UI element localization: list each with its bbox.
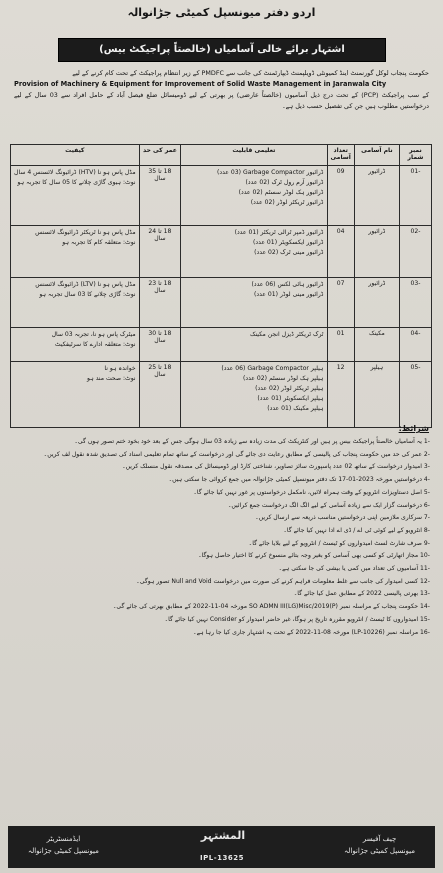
list-item: -9 صرف شارٹ لسٹ امیدواروں کو ٹیسٹ / انٹرویو کے لیے بلایا جائے گا۔ <box>248 539 430 547</box>
signatory-office: میونسپل کمیٹی جڑانوالہ <box>344 847 415 855</box>
cell-count: 04 <box>327 226 354 278</box>
cell-serial: -04 <box>399 328 431 362</box>
cell-age: 18 تا 23 سال <box>139 278 181 328</box>
table-row <box>11 328 432 362</box>
footer-bar <box>8 826 435 868</box>
remark-line: مڈل پاس ہو نا ٹریکٹر ڈرائیونگ لائسنس <box>35 229 136 236</box>
signatory-title: چیف آفیسر <box>362 835 397 843</box>
cell-serial: -03 <box>399 278 431 328</box>
list-item: -12 کسی امیدوار کی جانب سے غلط معلومات فراہم کرنے کی صورت میں درخواست Null and Void تصور ہوگی۔ <box>136 577 430 585</box>
remark-line: میٹرک پاس ہو نا، تجربہ 03 سال <box>51 331 136 338</box>
remark-line: مڈل پاس ہو نا (LTV) ڈرائیونگ لائسنس <box>35 281 136 288</box>
qualification-line: ہیلپر ایکسکویٹر (01 عدد) <box>257 395 324 402</box>
qualification-line: ٹرک ٹریکٹر ڈیزل انجن مکینک <box>250 331 324 338</box>
qualification-line: ہیلپر ٹریکٹر لوڈر (02 عدد) <box>255 385 324 392</box>
intro-paragraph <box>14 68 429 112</box>
cell-qualification <box>181 278 327 328</box>
intro-line-1: حکومت پنجاب لوکل گورنمنٹ اینڈ کمیونٹی ڈویلپمنٹ ڈیپارٹمنٹ کی جانب سے PMDFC کے زیر انتظام پراجیکٹ کے تحت کام کرنے کے لیے <box>72 69 429 77</box>
list-item: -13 بھرتی پالیسی 2022 کے مطابق عمل کیا جائے گا۔ <box>293 590 430 598</box>
qualification-line: ڈرائیور ہائی لکس (06 عدد) <box>251 281 324 288</box>
intro-line-2: کے سب پراجیکٹ (PCP) کے تحت درج ذیل آسامیوں (خالصتاً عارضی) پر بھرتی کے لیے ڈومیسائل ضلع فیصل آباد کے حامل افراد سے 03 سال کے لیے درخواستیں مطلوب ہیں جن کی تفصیل حسب ذیل ہے۔ <box>14 91 429 110</box>
cell-post: ڈرائیور <box>354 278 399 328</box>
header-remarks: کیفیت <box>11 145 140 166</box>
cell-remarks <box>11 362 140 428</box>
signatory-chief-officer <box>344 833 415 857</box>
cell-serial: -02 <box>399 226 431 278</box>
cell-remarks <box>11 166 140 226</box>
list-item: -4 درخواستیں مورخہ 2023-01-17 تک دفتر میونسپل کمیٹی جڑانوالہ میں جمع کروائی جا سکتی ہیں۔ <box>168 476 430 484</box>
qualification-line: ڈرائیور ہک لوڈر سسٹم (02 عدد) <box>238 189 324 196</box>
list-item: -6 درخواست گزار ایک سے زیادہ آسامی کے لیے الگ الگ درخواست جمع کرائیں۔ <box>227 501 430 509</box>
cell-remarks <box>11 328 140 362</box>
cell-qualification <box>181 328 327 362</box>
list-item: -5 اصل دستاویزات انٹرویو کے وقت ہمراہ لائیں، نامکمل درخواستوں پر غور نہیں کیا جائے گا۔ <box>193 488 430 496</box>
cell-age: 18 تا 24 سال <box>139 226 181 278</box>
signatory-office: میونسپل کمیٹی جڑانوالہ <box>28 847 99 855</box>
cell-count: 09 <box>327 166 354 226</box>
cell-post: ڈرائیور <box>354 226 399 278</box>
list-item: -15 امیدواروں کا ٹیسٹ / انٹرویو مقررہ تاریخ پر ہوگا، غیر حاضر امیدوار کو Consider نہیں کیا جائے گا۔ <box>164 615 430 623</box>
remark-line: نوٹ: ہیوی گاڑی چلانے کا 05 سال کا تجربہ ہو <box>17 179 136 186</box>
remark-line: نوٹ: متعلقہ کام کا تجربہ ہو <box>62 239 136 246</box>
qualification-line: ڈرائیور ٹریکٹر لوڈر (02 عدد) <box>250 199 324 206</box>
header-post: نام آسامی <box>354 145 399 166</box>
qualification-line: ہیلپر Garbage Compactor (06 عدد) <box>221 365 324 372</box>
qualification-line: ڈرائیور مینی ٹرک (02 عدد) <box>254 249 324 256</box>
cell-count: 12 <box>327 362 354 428</box>
remark-line: نوٹ: متعلقہ ادارے کا سرٹیفکیٹ <box>54 341 136 348</box>
cell-qualification <box>181 166 327 226</box>
table-header-row <box>11 145 432 166</box>
list-item: -3 امیدوار درخواست کے ساتھ 02 عدد پاسپورٹ سائز تصاویر، شناختی کارڈ اور ڈومیسائل کی مصدقہ نقول منسلک کریں۔ <box>122 463 430 471</box>
advertisement-banner: اشتہار برائے خالی آسامیاں (خالصتاً پراجیکٹ بیس) <box>58 38 386 62</box>
intro-english-project: Provision of Machinery & Equipment for Improvement of Solid Waste Management in Jaranwala City <box>14 80 387 88</box>
ipl-number: IPL-13625 <box>200 854 244 862</box>
qualification-line: ڈرائیور Garbage Compactor (03 عدد) <box>217 169 324 176</box>
qualification-line: ڈرائیور آرم رول ٹرک (02 عدد) <box>245 179 324 186</box>
header-age: عمر کی حد <box>139 145 181 166</box>
office-title: اردو دفتر میونسپل کمیٹی جڑانوالہ <box>127 6 316 19</box>
list-item: -1 یہ آسامیاں خالصتاً پراجیکٹ بیس پر ہیں اور کنٹریکٹ کی مدت زیادہ سے زیادہ 03 سال ہوگی جس کے بعد خود بخود ختم تصور ہوں گی۔ <box>74 438 430 445</box>
cell-remarks <box>11 226 140 278</box>
cell-count: 07 <box>327 278 354 328</box>
cell-serial: -01 <box>399 166 431 226</box>
table-row <box>11 226 432 278</box>
advertiser-label: المشتہر <box>200 829 246 842</box>
cell-remarks <box>11 278 140 328</box>
table-row <box>11 166 432 226</box>
list-item: -2 عمر کی حد میں حکومت پنجاب کی پالیسی کے مطابق رعایت دی جائے گی اور درخواست کے ساتھ تمام تعلیمی اسناد کی تصدیق شدہ نقول لف کریں۔ <box>43 450 430 458</box>
qualification-line: ہیلپر ہک لوڈر سسٹم (02 عدد) <box>242 375 324 382</box>
cell-count: 01 <box>327 328 354 362</box>
header-count: تعداد آسامی <box>327 145 354 166</box>
qualification-line: ڈرائیور ڈمپر ٹرالی ٹریکٹر (01 عدد) <box>234 229 324 236</box>
list-item: -7 سرکاری ملازمین اپنی درخواستیں مناسب ذریعہ سے ارسال کریں۔ <box>255 514 430 522</box>
signatory-title: ایڈمنسٹریٹر <box>46 835 81 843</box>
qualification-line: ڈرائیور ایکسکویٹر (01 عدد) <box>253 239 324 246</box>
cell-post: ہیلپر <box>354 362 399 428</box>
cell-post: ڈرائیور <box>354 166 399 226</box>
remark-line: نوٹ: صحت مند ہو <box>87 375 136 382</box>
cell-serial: -05 <box>399 362 431 428</box>
cell-qualification <box>181 362 327 428</box>
terms-heading: شرائط: <box>398 424 429 433</box>
remark-line: نوٹ: گاڑی چلانے کا 03 سال تجربہ ہو <box>39 291 136 298</box>
list-item: -16 مراسلہ نمبر (LP-10226) مورخہ 08-11-2022 کے تحت یہ اشتہار جاری کیا جا رہا ہے۔ <box>193 628 430 636</box>
qualification-line: ہیلپر مکینک (01 عدد) <box>267 405 324 412</box>
remark-line: مڈل پاس ہو نا (HTV) ڈرائیونگ لائسنس 4 سال <box>14 169 136 176</box>
table-row <box>11 362 432 428</box>
table-row <box>11 278 432 328</box>
terms-list <box>12 436 430 639</box>
signatory-administrator <box>28 833 99 857</box>
list-item: -11 آسامیوں کی تعداد میں کمی یا بیشی کی جا سکتی ہے۔ <box>278 565 430 573</box>
header-qualification: تعلیمی قابلیت <box>181 145 327 166</box>
cell-age: 18 تا 30 سال <box>139 328 181 362</box>
list-item: -14 حکومت پنجاب کے مراسلہ نمبر SO ADMN III(LG)Misc/2019(P) مورخہ 04-11-2022 کے مطابق بھرتی کی جائے گی۔ <box>112 603 430 611</box>
list-item: -8 انٹرویو کے لیے کوئی ٹی اے / ڈی اے ادا نہیں کیا جائے گا۔ <box>283 526 430 534</box>
cell-qualification <box>181 226 327 278</box>
cell-age: 18 تا 35 سال <box>139 166 181 226</box>
cell-age: 18 تا 25 سال <box>139 362 181 428</box>
list-item: -10 مجاز اتھارٹی کو کسی بھی آسامی کو بغیر وجہ بتائے منسوخ کرنے کا اختیار حاصل ہوگا۔ <box>198 552 430 560</box>
remark-line: خواندہ ہو نا <box>104 365 136 372</box>
vacancies-table <box>10 144 432 428</box>
qualification-line: ڈرائیور مینی لوڈر (01 عدد) <box>254 291 324 298</box>
cell-post: مکینک <box>354 328 399 362</box>
header-serial: نمبر شمار <box>399 145 431 166</box>
